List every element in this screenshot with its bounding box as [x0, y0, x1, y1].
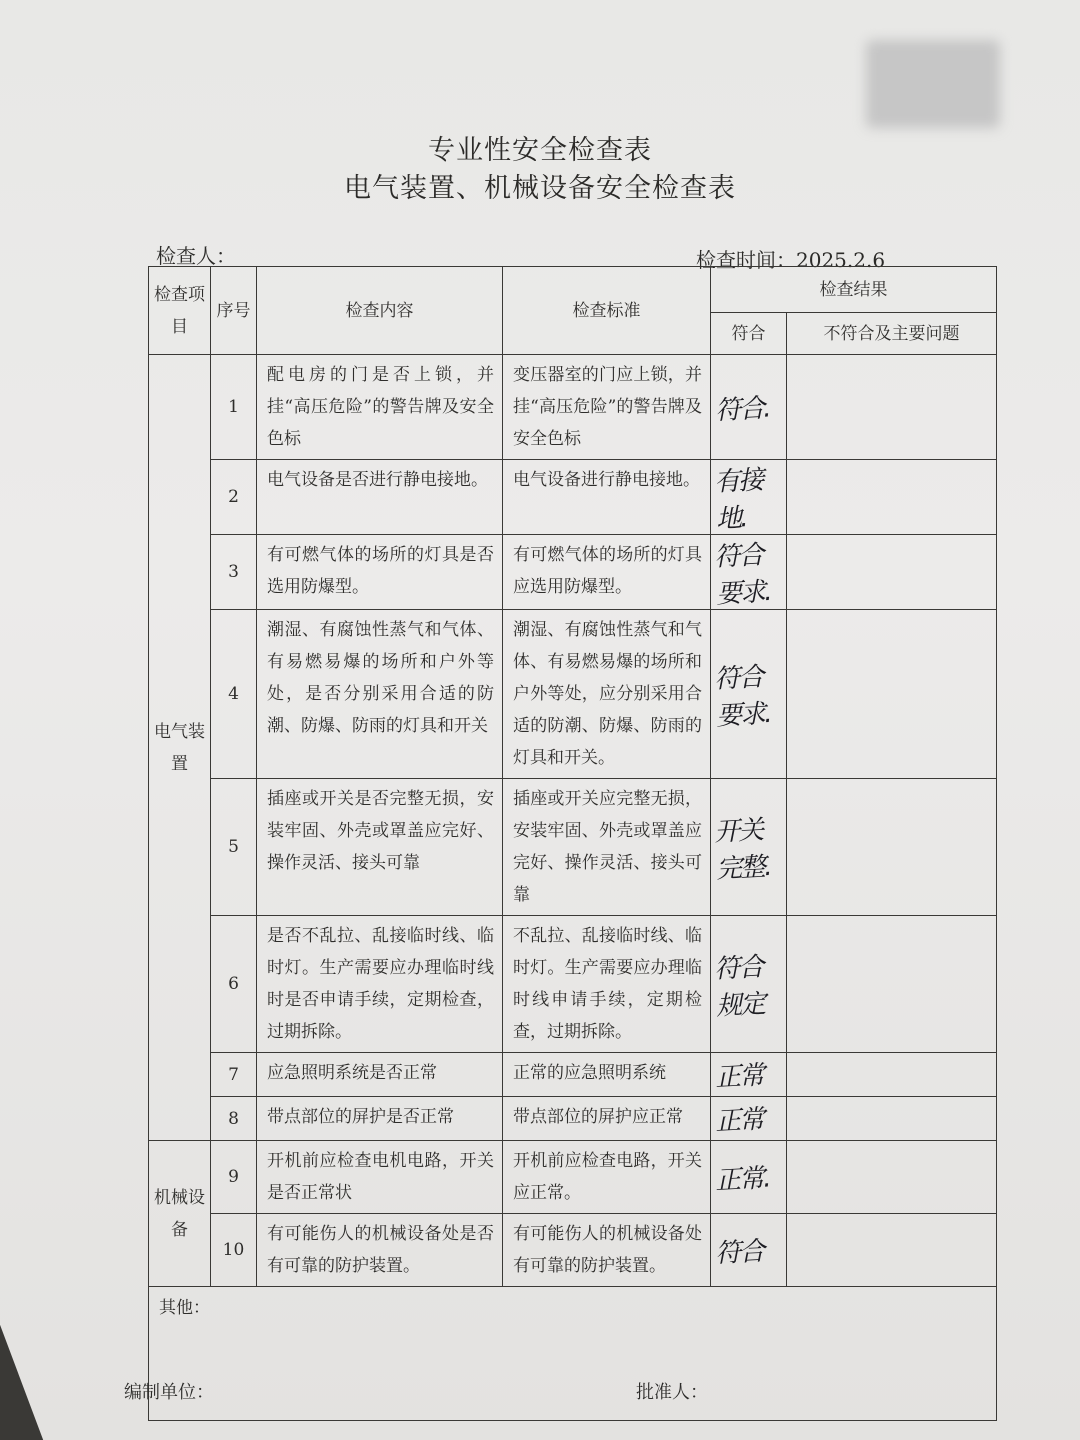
check-standard: 电气设备进行静电接地。 [503, 460, 711, 535]
check-content: 开机前应检查电机电路，开关是否正常状 [257, 1141, 503, 1214]
nonconform-cell [787, 1141, 997, 1214]
nonconform-cell [787, 355, 997, 460]
header-nonconform: 不符合及主要问题 [787, 313, 997, 355]
result-cell [711, 535, 787, 610]
table-row [149, 610, 997, 779]
approver-label: 批准人： [636, 1382, 708, 1403]
check-content: 潮湿、有腐蚀性蒸气和气体、有易燃易爆的场所和户外等处，是否分别采用合适的防潮、防爆、防雨的灯具和开关 [257, 610, 503, 779]
handwritten-result: 正常 [714, 1104, 764, 1138]
header-result: 检查结果 [711, 267, 997, 313]
table-row [149, 355, 997, 460]
row-number: 9 [211, 1141, 257, 1214]
check-standard: 开机前应检查电路，开关应正常。 [503, 1141, 711, 1214]
category-mechanical: 机械设备 [149, 1141, 211, 1287]
nonconform-cell [787, 1053, 997, 1097]
row-number: 10 [211, 1214, 257, 1287]
other-label: 其他： [159, 1298, 210, 1318]
row-number: 3 [211, 535, 257, 610]
row-number: 1 [211, 355, 257, 460]
row-number: 6 [211, 916, 257, 1053]
result-cell [711, 355, 787, 460]
document-subtitle: 电气装置、机械设备安全检查表 [344, 173, 736, 204]
check-content: 电气设备是否进行静电接地。 [257, 460, 503, 535]
table-row [149, 1214, 997, 1287]
handwritten-result: 符合. [714, 392, 771, 426]
row-number: 8 [211, 1097, 257, 1141]
redacted-blur [866, 40, 1000, 128]
header-row [149, 267, 997, 313]
compiler-label: 编制单位： [124, 1382, 214, 1403]
check-standard: 变压器室的门应上锁，并挂“高压危险”的警告牌及安全色标 [503, 355, 711, 460]
check-standard: 正常的应急照明系统 [503, 1053, 711, 1097]
result-cell [711, 916, 787, 1053]
check-standard: 有可燃气体的场所的灯具应选用防爆型。 [503, 535, 711, 610]
result-cell [711, 460, 787, 535]
result-cell [711, 610, 787, 779]
row-number: 4 [211, 610, 257, 779]
table-row [149, 535, 997, 610]
header-item: 检查项目 [149, 267, 211, 355]
check-content: 插座或开关是否完整无损，安装牢固、外壳或罩盖应完好、操作灵活、接头可靠 [257, 779, 503, 916]
result-cell [711, 1141, 787, 1214]
category-electrical: 电气装置 [149, 355, 211, 1141]
document-title: 专业性安全检查表 [428, 135, 652, 166]
result-cell [711, 1053, 787, 1097]
check-standard: 有可能伤人的机械设备处有可靠的防护装置。 [503, 1214, 711, 1287]
handwritten-result: 开关完整. [713, 815, 772, 885]
table-row [149, 1141, 997, 1214]
result-cell [711, 1097, 787, 1141]
handwritten-result: 符合规定 [713, 952, 765, 1022]
handwritten-result: 符合要求. [713, 662, 772, 732]
handwritten-result: 正常. [714, 1162, 771, 1196]
check-standard: 潮湿、有腐蚀性蒸气和气体、有易燃易爆的场所和户外等处，应分别采用合适的防潮、防爆、防雨的灯具和开关。 [503, 610, 711, 779]
inspection-time: 检查时间：2025.2.6 [696, 248, 886, 272]
table-row [149, 460, 997, 535]
nonconform-cell [787, 1214, 997, 1287]
table-row [149, 779, 997, 916]
check-content: 有可能伤人的机械设备处是否有可靠的防护装置。 [257, 1214, 503, 1287]
check-standard: 插座或开关应完整无损，安装牢固、外壳或罩盖应完好、操作灵活、接头可靠 [503, 779, 711, 916]
table-row [149, 916, 997, 1053]
inspector-label: 检查人： [156, 244, 236, 268]
handwritten-result: 有接地. [713, 465, 763, 535]
header-seq: 序号 [211, 267, 257, 355]
check-content: 是否不乱拉、乱接临时线、临时灯。生产需要应办理临时线时是否申请手续，定期检查，过期拆除。 [257, 916, 503, 1053]
handwritten-result: 符合要求. [713, 540, 772, 610]
other-row [149, 1287, 997, 1421]
table-row [149, 1097, 997, 1141]
check-standard: 不乱拉、乱接临时线、临时灯。生产需要应办理临时线申请手续，定期检查，过期拆除。 [503, 916, 711, 1053]
handwritten-result: 符合 [714, 1236, 764, 1269]
table-row [149, 1053, 997, 1097]
row-number: 7 [211, 1053, 257, 1097]
result-cell [711, 1214, 787, 1287]
nonconform-cell [787, 916, 997, 1053]
row-number: 5 [211, 779, 257, 916]
checklist-table [148, 266, 997, 1421]
header-conform: 符合 [711, 313, 787, 355]
nonconform-cell [787, 1097, 997, 1141]
nonconform-cell [787, 535, 997, 610]
header-content: 检查内容 [257, 267, 503, 355]
nonconform-cell [787, 610, 997, 779]
check-content: 带点部位的屏护是否正常 [257, 1097, 503, 1141]
nonconform-cell [787, 460, 997, 535]
check-content: 应急照明系统是否正常 [257, 1053, 503, 1097]
handwritten-result: 正常 [714, 1060, 764, 1094]
check-standard: 带点部位的屏护应正常 [503, 1097, 711, 1141]
row-number: 2 [211, 460, 257, 535]
nonconform-cell [787, 779, 997, 916]
other-notes-cell [149, 1287, 997, 1421]
result-cell [711, 779, 787, 916]
header-standard: 检查标准 [503, 267, 711, 355]
check-content: 有可燃气体的场所的灯具是否选用防爆型。 [257, 535, 503, 610]
check-content: 配电房的门是否上锁，并挂“高压危险”的警告牌及安全色标 [257, 355, 503, 460]
